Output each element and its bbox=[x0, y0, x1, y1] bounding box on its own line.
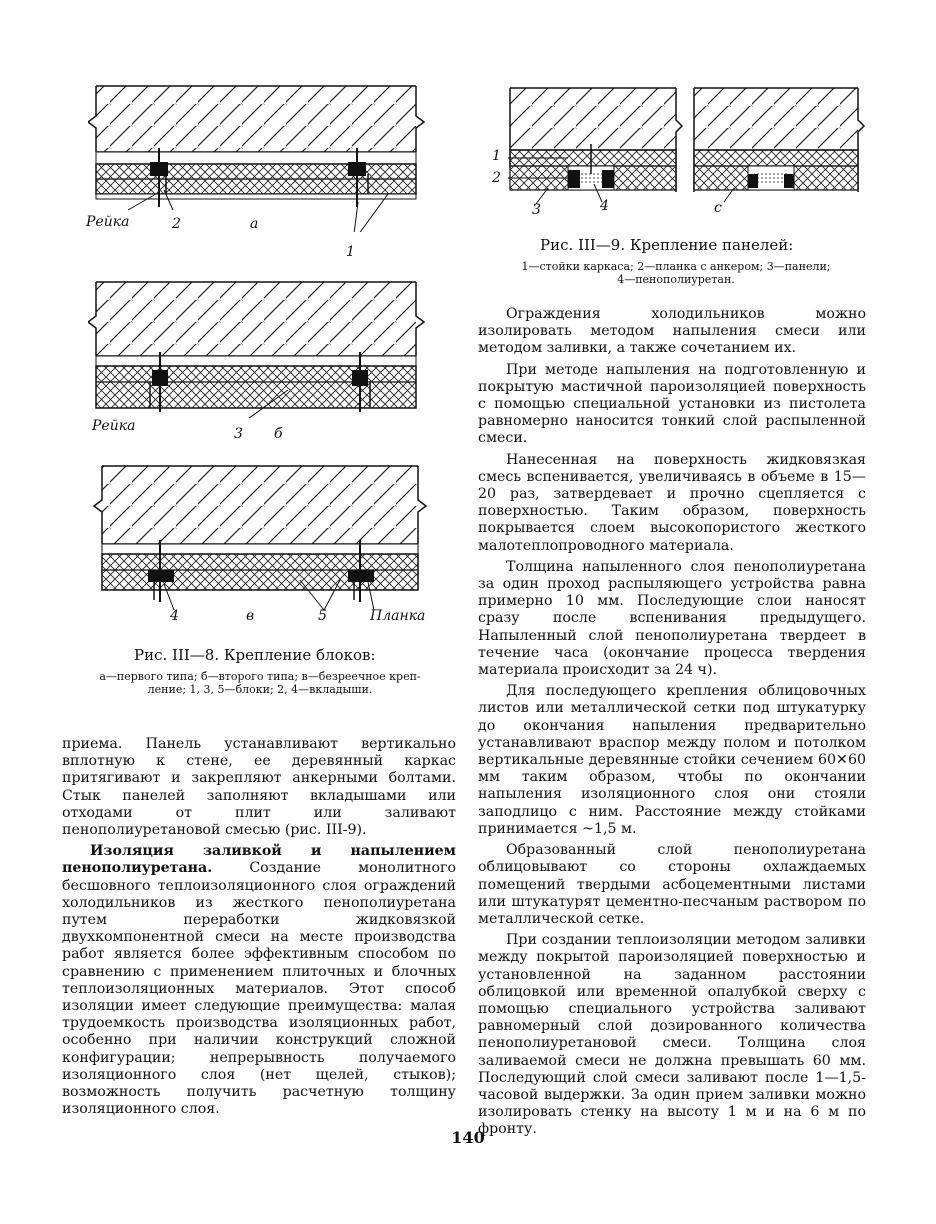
left-paragraph-2-text: Создание монолитного бесшовного теплоизоляционного слоя ограждений холодильников из жесткого пенополиуретана путем переработки жидковязкой двухкомпонентной смеси на месте производства работ является более эффективным способом по сравнению с применением плиточных и блочных теплоизоляционных материалов. Этот способ изоляции имеет следующие преимущества: малая трудоемкость производства изоляционных работ, особенно при наличии конструкций сложной конфигурации; непрерывность получаемого изоляционного слоя (нет щелей, стыков); возможность получить расчетную толщину изоляционного слоя. bbox=[62, 860, 456, 1118]
label-reika-b: Рейка bbox=[92, 418, 136, 434]
right-paragraph-3: Нанесенная на поверхность жидковязкая смесь вспенивается, увеличиваясь в объеме в 15—20 раз, затвердевает и прочно сцепляется с поверхностью. Таким образом, поверхность покрывается слоем высокопористого жесткого малотеплопроводного материала. bbox=[478, 451, 866, 554]
fig9-label-s: с bbox=[714, 200, 722, 216]
left-column bbox=[62, 736, 456, 1122]
right-column bbox=[478, 306, 866, 1143]
label-3-b: 3 bbox=[234, 426, 243, 442]
figure-9-legend-line-1: 1—стойки каркаса; 2—планка с анкером; 3—панели; bbox=[521, 260, 831, 273]
fig9-label-3: 3 bbox=[532, 202, 541, 218]
fig9-label-4: 4 bbox=[600, 198, 609, 214]
label-5-c: 5 bbox=[318, 608, 327, 624]
figure-8-legend bbox=[60, 670, 460, 696]
figure-9-drawing bbox=[488, 84, 868, 224]
figure-8b bbox=[88, 278, 428, 442]
label-2-a: 2 bbox=[172, 216, 181, 232]
label-planka: Планка bbox=[370, 608, 426, 624]
label-a: а bbox=[250, 216, 259, 232]
right-paragraph-2: При методе напыления на подготовленную и покрытую мастичной пароизоляцией поверхность с помощью специальной установки из пистолета равномерно наносится тонкий слой распыленной смеси. bbox=[478, 361, 866, 447]
label-1-a: 1 bbox=[346, 244, 355, 260]
figure-8c-drawing bbox=[88, 462, 428, 612]
figure-9-caption: Рис. III—9. Крепление панелей: bbox=[540, 236, 794, 254]
section-heading: Изоляция заливкой и напылением пенополиуретана. bbox=[62, 843, 456, 877]
figure-8-legend-line-1: а—первого типа; б—второго типа; в—безреечное креп- bbox=[99, 670, 421, 683]
right-paragraph-7: При создании теплоизоляции методом заливки между покрытой пароизоляцией поверхностью и установленной на заданном расстоянии облицовкой или временной опалубкой сверху с помощью специального устройства заливают равномерный слой дозированного количества пенополиуретановой смеси. Толщина слоя заливаемой смеси не должна превышать 60 мм. Последующий слой смеси заливают после 1—1,5-часовой выдержки. За один прием заливки можно изолировать стенку на высоту 1 м и на 6 м по фронту. bbox=[478, 932, 866, 1138]
figure-8c bbox=[88, 462, 428, 624]
label-4-c: 4 bbox=[170, 608, 179, 624]
label-v: в bbox=[246, 608, 255, 624]
right-paragraph-5: Для последующего крепления облицовочных листов или металлической сетки под штукатурку до окончания напыления предварительно устанавливают враспор между полом и потолком вертикальные деревянные стойки сечением 60✕60 мм таким образом, чтобы по окончании напыления изоляционного слоя они стояли заподлицо с ним. Расстояние между стойками принимается ~1,5 м. bbox=[478, 683, 866, 837]
right-paragraph-4: Толщина напыленного слоя пенополиуретана за один проход распыляющего устройства равна примерно 10 мм. Последующие слои наносят сразу после вспенивания предыдущего. Напыленный слой пенополиуретана твердеет в течение часа (окончание процесса твердения материала происходит за 24 ч). bbox=[478, 558, 866, 679]
figure-8a bbox=[86, 82, 428, 260]
right-paragraph-6: Образованный слой пенополиуретана облицовывают со стороны охлаждаемых помещений твердыми асбоцементными листами или штукатурят цементно-песчаным раствором по металлической сетке. bbox=[478, 842, 866, 927]
left-paragraph-1: приема. Панель устанавливают вертикально вплотную к стене, ее деревянный каркас притягивают и закрепляют анкерными болтами. Стык панелей заполняют вкладышами или отходами от плит или заливают пенополиуретановой смесью (рис. III-9). bbox=[62, 736, 456, 839]
figure-9 bbox=[488, 84, 868, 224]
figure-8b-drawing bbox=[88, 278, 428, 418]
page-number: 140 bbox=[451, 1128, 485, 1147]
figure-8-caption: Рис. III—8. Крепление блоков: bbox=[134, 646, 376, 664]
fig9-label-2: 2 bbox=[492, 170, 501, 186]
right-paragraph-1: Ограждения холодильников можно изолировать методом напыления смеси или методом заливки, а также сочетанием их. bbox=[478, 306, 866, 357]
figure-8-legend-line-2: ление; 1, 3, 5—блоки; 2, 4—вкладыши. bbox=[147, 683, 373, 696]
fig9-label-1: 1 bbox=[492, 148, 501, 164]
figure-9-legend-line-2: 4—пенополиуретан. bbox=[617, 273, 735, 286]
label-b: б bbox=[274, 426, 283, 442]
figure-8a-drawing bbox=[88, 82, 428, 232]
figure-9-legend bbox=[476, 260, 876, 286]
left-paragraph-2 bbox=[62, 843, 456, 1118]
label-reika-a: Рейка bbox=[86, 214, 130, 230]
